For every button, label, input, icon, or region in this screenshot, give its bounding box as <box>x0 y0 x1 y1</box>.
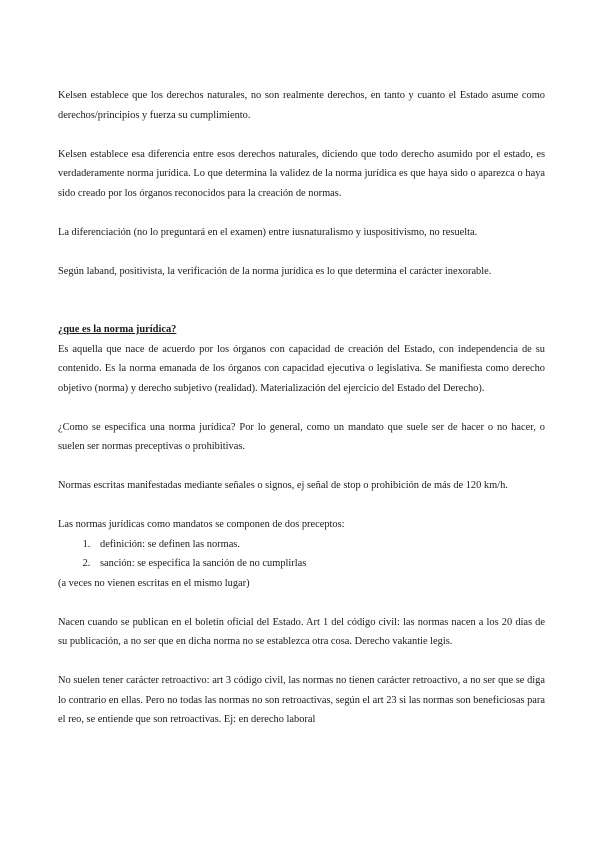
paragraph-retroactive: No suelen tener carácter retroactivo: art 3 código civil, las normas no tienen carácter retroactivo, a no ser que se diga lo contrario en ellas. Pero no todas las normas no son retroactivas, según el art 23 si las normas son beneficiosas para el reo, se entiende que son retroactivas. Ej: en derecho laboral <box>58 675 545 725</box>
list-item: 1. definición: se definen las normas. <box>93 535 545 555</box>
paragraph-precepts-intro: Las normas jurídicas como mandatos se componen de dos preceptos: <box>58 519 345 530</box>
document-page <box>58 86 545 730</box>
paragraph-birth: Nacen cuando se publican en el boletín oficial del Estado. Art 1 del código civil: las normas nacen a los 20 días de su publicación, a no ser que en dicha norma no se establezca otra cosa. Derecho vakantie legis. <box>58 616 545 647</box>
paragraph-written-norms: Normas escritas manifestadas mediante señales o signos, ej señal de stop o prohibición de más de 120 km/h. <box>58 480 508 491</box>
precepts-list <box>58 535 545 574</box>
section-heading: ¿que es la norma jurídica? <box>58 324 177 335</box>
paragraph-laband: Según laband, positivista, la verificación de la norma jurídica es lo que determina el carácter inexorable. <box>58 265 492 277</box>
paragraph-precepts-note: (a veces no vienen escritas en el mismo lugar) <box>58 577 250 589</box>
list-item: 2. sanción: se especifica la sanción de no cumplirlas <box>93 554 545 574</box>
paragraph-diferenciacion: La diferenciación (no lo preguntará en el examen) entre iusnaturalismo y iuspositivismo, no resuelta. <box>58 226 478 238</box>
paragraph-definition: Es aquella que nace de acuerdo por los órganos con capacidad de creación del Estado, con independencia de su contenido. Es la norma emanada de los órganos con capacidad ejecutiva o legislativa. Se manifiesta como derecho objetivo (norma) y derecho subjetivo (realidad). Materialización del ejercicio del Estado del Derecho). <box>58 343 545 394</box>
paragraph-kelsen-derechos: Kelsen establece que los derechos naturales, no son realmente derechos, en tanto y cuanto el Estado asume como derechos/principios y fuerza su cumplimiento. <box>58 90 545 121</box>
paragraph-kelsen-diferencia: Kelsen establece esa diferencia entre esos derechos naturales, diciendo que todo derecho asumido por el estado, es verdaderamente norma jurídica. Lo que determina la validez de la norma jurídica es que haya sido o aparezca o haya sido creado por los órganos reconocidos para la creación de normas. <box>58 148 545 199</box>
paragraph-question: ¿Como se especifica una norma jurídica? Por lo general, como un mandato que suele ser de hacer o no hacer, o suelen ser normas preceptivas o prohibitivas. <box>58 421 545 452</box>
